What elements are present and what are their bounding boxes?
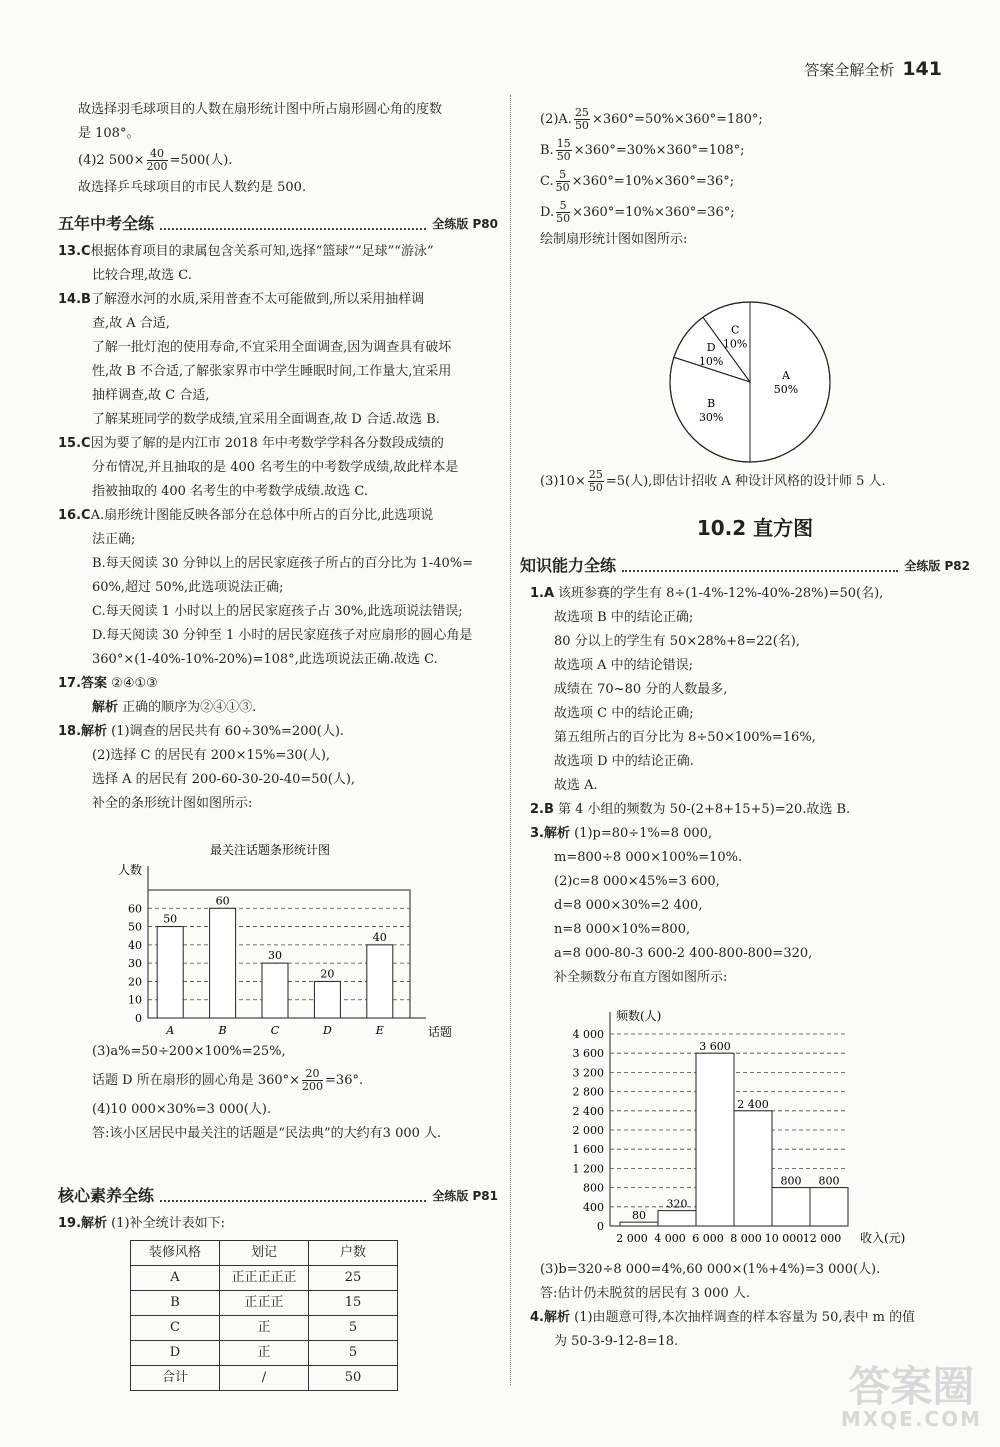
table-row: B 正正正 15 <box>131 1291 398 1316</box>
text-line: 第五组所占的百分比为 8÷50×100%=16%, <box>554 730 816 745</box>
text-line: 80 分以上的学生有 50×28%+8=22(名), <box>554 634 801 649</box>
text-line: 补全的条形统计图如图所示: <box>92 796 253 811</box>
x-tick-label: 12 000 <box>802 1232 842 1245</box>
question-block <box>530 582 970 990</box>
x-tick-label: 4 000 <box>654 1232 686 1245</box>
text-line: 了解一批灯泡的使用寿命,不宜采用全面调查,因为调查具有破坏 <box>92 340 452 355</box>
text-line: 成绩在 70~80 分的人数最多, <box>554 682 728 697</box>
column-divider <box>510 95 511 1385</box>
y-tick-label: 1 200 <box>572 1162 604 1176</box>
table-row: D 正 5 <box>131 1341 398 1366</box>
watermark: 答案圈 MXQE.COM <box>840 1362 982 1431</box>
angle-line-a: (2)A. $\frac{25}{50}$ ×360°=50%×360°=180°; <box>540 106 763 132</box>
text-line: C.每天阅读 1 小时以上的居民家庭孩子占 30%,此选项说法错误; <box>92 604 463 619</box>
slice-label: A <box>782 369 790 382</box>
text-line: 了解某班同学的数学成绩,宜采用全面调查,故 D 合适.故选 B. <box>92 412 440 427</box>
y-tick-label: 2 000 <box>572 1124 604 1137</box>
x-tick-label: E <box>375 1024 384 1037</box>
text-line: 补全频数分布直方图如图所示: <box>554 970 728 985</box>
slice-label: B <box>707 397 716 411</box>
y-tick-label: 60 <box>128 902 142 916</box>
bar <box>314 981 340 1018</box>
histogram-bar <box>620 1222 658 1226</box>
y-tick-label: 2 400 <box>572 1104 604 1118</box>
text-line: 法正确; <box>92 532 136 547</box>
q4: 4.解析 (1)由题意可得,本次抽样调查的样本容量为 50,表中 m 的值 <box>530 1310 916 1325</box>
bar-value-label: 800 <box>780 1174 802 1188</box>
x-tick-label: 10 000 <box>764 1232 804 1245</box>
question-block <box>58 240 498 816</box>
text-line: 绘制扇形统计图如图所示: <box>540 232 688 247</box>
text-line: B.每天阅读 30 分钟以上的居民家庭孩子所占的百分比为 1-40%= <box>92 556 474 571</box>
y-tick-label: 3 200 <box>572 1066 604 1080</box>
text-line: 为 50-3-9-12-8=18. <box>554 1334 679 1349</box>
q17: 17.答案 ②④①③ <box>58 676 158 691</box>
y-tick-label: 800 <box>583 1181 604 1195</box>
bar-value-label: 20 <box>320 967 335 981</box>
bar-value-label: 80 <box>632 1209 646 1223</box>
page-number: 141 <box>902 58 942 80</box>
right-column-top <box>540 104 960 252</box>
slice-value-label: 10% <box>698 354 724 368</box>
histogram-bar <box>696 1053 734 1226</box>
y-tick-label: 1 600 <box>572 1143 604 1157</box>
histogram-bar <box>734 1111 772 1226</box>
style-pie-chart <box>665 297 835 467</box>
x-axis-label: 话题 <box>428 1025 453 1038</box>
text-line: a=8 000-80-3 600-2 400-800-800=320, <box>554 946 813 961</box>
text-line: (3)a%=50÷200×100%=25%, <box>92 1044 286 1059</box>
text-line: (2)选择 C 的居民有 200×15%=30(人), <box>92 748 331 763</box>
bar-value-label: 2 400 <box>737 1097 769 1111</box>
x-tick-label: 8 000 <box>730 1232 762 1245</box>
bar-value-label: 3 600 <box>699 1040 731 1054</box>
header-title: 答案全解全析 <box>804 61 895 79</box>
text-line: D.每天阅读 30 分钟至 1 小时的居民家庭孩子对应扇形的圆心角是 <box>92 628 473 643</box>
slice-label: C <box>730 323 740 337</box>
right-column-bottom <box>530 1258 970 1354</box>
y-tick-label: 0 <box>135 1012 142 1025</box>
section-title: 10.2 直方图 <box>696 516 814 540</box>
text-line: 抽样调查,故 C 合适, <box>92 388 210 403</box>
right-column-middle <box>520 466 970 990</box>
left-column <box>58 98 498 816</box>
y-tick-label: 10 <box>128 993 142 1007</box>
table-row: 合计 / 50 <box>131 1366 398 1391</box>
bar-value-label: 40 <box>372 930 387 944</box>
text-line: 故选 A. <box>554 778 598 793</box>
q16: 16.CA.扇形统计图能反映各部分在总体中所占的百分比,此选项说 <box>58 508 434 523</box>
q13: 13.C根据体育项目的隶属包含关系可知,选择“篮球”“足球”“游泳” <box>58 244 434 259</box>
section-heading-five-year: 五年中考全练 全练版 P80 <box>58 214 498 233</box>
bar-value-label: 320 <box>666 1197 688 1211</box>
text-line: 话题 D 所在扇形的圆心角是 360°× $\frac{20}{200}$ =36°. <box>92 1067 364 1093</box>
text-line: 选择 A 的居民有 200-60-30-20-40=50(人), <box>92 772 356 787</box>
text-line: d=8 000×30%=2 400, <box>554 898 703 913</box>
text-line: (2)c=8 000×45%=3 600, <box>554 874 720 889</box>
text-line: (3)10× $\frac{25}{50}$ =5(人),即估计招收 A 种设计风格的设计师 5 人. <box>540 468 886 494</box>
q19: 19.解析 (1)补全统计表如下: <box>58 1216 225 1231</box>
slice-value-label: 10% <box>722 337 748 351</box>
x-tick-label: B <box>218 1024 227 1037</box>
left-column-core <box>58 1172 498 1391</box>
page-header <box>804 58 942 80</box>
stats-table <box>130 1240 398 1391</box>
histogram-bar <box>810 1188 848 1226</box>
bar-value-label: 30 <box>268 949 282 963</box>
text-line: 故选项 D 中的结论正确. <box>554 754 694 769</box>
q15: 15.C因为要了解的是内江市 2018 年中考数学学科各分数段成绩的 <box>58 436 444 451</box>
income-histogram <box>560 1006 940 1258</box>
text-line: (4)10 000×30%=3 000(人). <box>92 1102 272 1117</box>
text-line: 比较合理,故选 C. <box>92 268 192 283</box>
q1: 1.A 该班参赛的学生有 8÷(1-4%-12%-40%-28%)=50(名), <box>530 586 884 601</box>
text-line: 是 108°。 <box>78 126 140 141</box>
text-line: 查,故 A 合适, <box>92 316 170 331</box>
y-tick-label: 3 600 <box>572 1047 604 1061</box>
slice-value-label: 30% <box>698 411 724 425</box>
text-line: 性,故 B 不合适,了解张家界市中学生睡眠时间,工作量大,宜采用 <box>92 364 452 379</box>
angle-line-d: D. $\frac{5}{50}$ ×360°=10%×360°=36°; <box>540 199 735 225</box>
chart-title: 最关注话题条形统计图 <box>210 843 331 857</box>
text-line: 故选项 C 中的结论正确; <box>554 706 694 721</box>
y-tick-label: 50 <box>128 920 142 934</box>
text-line: 答:估计仍未脱贫的居民有 3 000 人. <box>540 1286 750 1301</box>
text-line: 故选择乒乓球项目的市民人数约是 500. <box>78 180 307 195</box>
text-line: 故选项 B 中的结论正确; <box>554 610 694 625</box>
histogram-bar <box>772 1188 810 1226</box>
slice-label: D <box>706 340 716 354</box>
bar <box>262 963 288 1018</box>
y-axis-label: 人数 <box>118 863 143 877</box>
bar-value-label: 800 <box>818 1174 840 1188</box>
slice-value-label: 50% <box>773 383 799 396</box>
x-tick-label: D <box>322 1024 332 1037</box>
q18: 18.解析 (1)调查的居民共有 60÷30%=200(人). <box>58 724 345 739</box>
bar <box>367 945 393 1018</box>
y-axis-label: 频数(人) <box>616 1009 662 1023</box>
y-tick-label: 400 <box>583 1200 604 1214</box>
section-heading-core: 核心素养全练 全练版 P81 <box>58 1186 498 1205</box>
bar-value-label: 60 <box>215 894 230 908</box>
table-row: C 正 5 <box>131 1316 398 1341</box>
section-heading-knowledge: 知识能力全练 全练版 P82 <box>520 556 970 575</box>
q2: 2.B 第 4 小组的频数为 50-(2+8+15+5)=20.故选 B. <box>530 802 851 817</box>
text-line: n=8 000×10%=800, <box>554 922 691 937</box>
bar <box>210 908 236 1018</box>
q14: 14.B了解澄水河的水质,采用普查不太可能做到,所以采用抽样调 <box>58 292 425 307</box>
text-line: 分布情况,并且抽取的是 400 名考生的中考数学成绩,故此样本是 <box>92 460 459 475</box>
y-tick-label: 0 <box>597 1220 604 1233</box>
angle-line-b: B. $\frac{15}{50}$ ×360°=30%×360°=108°; <box>540 137 745 163</box>
text-line: 答:该小区居民中最关注的话题是“民法典”的大约有3 000 人. <box>92 1126 442 1141</box>
histogram-bar <box>658 1211 696 1226</box>
x-axis-label: 收入(元) <box>860 1231 906 1245</box>
y-tick-label: 4 000 <box>572 1028 604 1041</box>
y-tick-label: 20 <box>128 975 142 989</box>
text-line: (4)2 500× $\frac{40}{200}$ =500(人). <box>78 147 233 173</box>
x-tick-label: A <box>166 1024 175 1037</box>
table-header-row: 装修风格 划记 户数 <box>131 1241 398 1266</box>
text-line: 故选项 A 中的结论错误; <box>554 658 694 673</box>
x-tick-label: 2 000 <box>616 1232 648 1245</box>
text-line: 60%,超过 50%,此选项说法正确; <box>92 580 284 595</box>
left-column-lower <box>92 1040 502 1146</box>
text-line: m=800÷8 000×100%=10%. <box>554 850 743 865</box>
table-row: A 正正正正正 25 <box>131 1266 398 1291</box>
q3: 3.解析 (1)p=80÷1%=8 000, <box>530 826 713 841</box>
bar <box>157 927 183 1018</box>
text-line: 指被抽取的 400 名考生的中考数学成绩.故选 C. <box>92 484 368 499</box>
text-line: (3)b=320÷8 000=4%,60 000×(1%+4%)=3 000(人). <box>540 1262 881 1277</box>
x-tick-label: 6 000 <box>692 1232 724 1245</box>
bar-value-label: 50 <box>163 912 178 926</box>
y-tick-label: 40 <box>128 938 142 952</box>
text-line: 故选择羽毛球项目的人数在扇形统计图中所占扇形圆心角的度数 <box>78 102 443 117</box>
angle-line-c: C. $\frac{5}{50}$ ×360°=10%×360°=36°; <box>540 168 735 194</box>
x-tick-label: C <box>270 1024 280 1037</box>
text-line: 360°×(1-40%-10%-20%)=108°,此选项说法正确.故选 C. <box>92 652 438 667</box>
topic-bar-chart <box>100 838 460 1038</box>
y-tick-label: 2 800 <box>572 1085 604 1099</box>
q17-analysis: 解析 正确的顺序为②④①③. <box>92 700 257 715</box>
y-tick-label: 30 <box>128 957 142 971</box>
